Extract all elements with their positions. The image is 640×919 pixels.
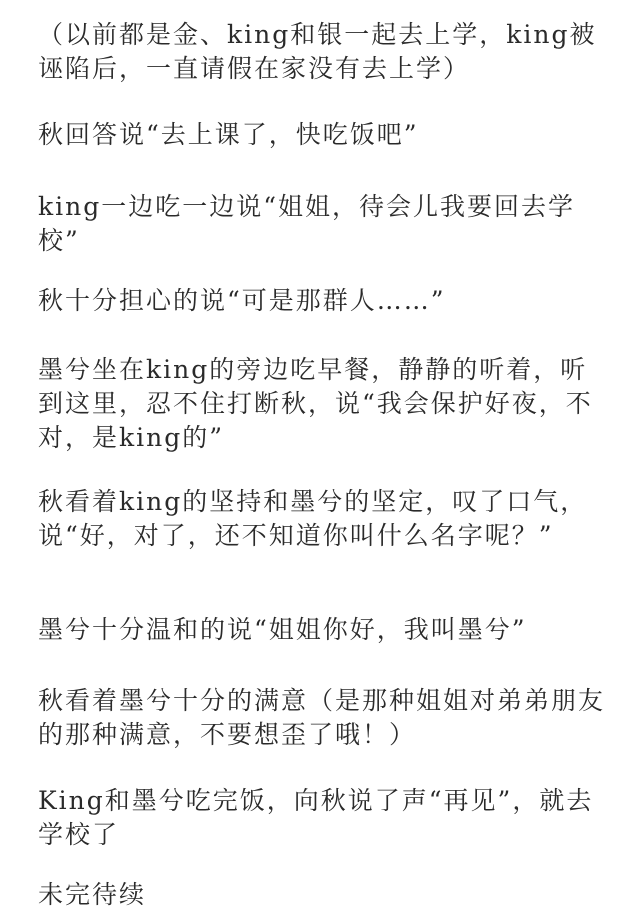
paragraph-to-be-continued: 未完待续 — [38, 880, 147, 909]
paragraph-qiu-satisfied: 秋看着墨兮十分的满意（是那种姐姐对弟弟朋友的那种满意，不要想歪了哦！） — [38, 686, 606, 749]
paragraph-qiu-sigh: 秋看着king的坚持和墨兮的坚定，叹了口气，说“好，对了，还不知道你叫什么名字呢？” — [38, 487, 588, 550]
paragraph-moxi-interrupt: 墨兮坐在king的旁边吃早餐，静静的听着，听到这里，忍不住打断秋，说“我会保护好夜，不对，是king的” — [38, 355, 593, 452]
paragraph-qiu-answer: 秋回答说“去上课了，快吃饭吧” — [38, 120, 419, 149]
paragraph-king-reply: king一边吃一边说“姐姐，待会儿我要回去学校” — [38, 192, 576, 255]
paragraph-intro-note: （以前都是金、king和银一起去上学，king被诬陷后，一直请假在家没有去上学） — [38, 20, 597, 83]
paragraph-qiu-worry: 秋十分担心的说“可是那群人……” — [38, 286, 446, 315]
paragraph-moxi-greeting: 墨兮十分温和的说“姐姐你好，我叫墨兮” — [38, 615, 527, 644]
paragraph-leave-for-school: King和墨兮吃完饭，向秋说了声“再见”，就去学校了 — [38, 786, 594, 849]
